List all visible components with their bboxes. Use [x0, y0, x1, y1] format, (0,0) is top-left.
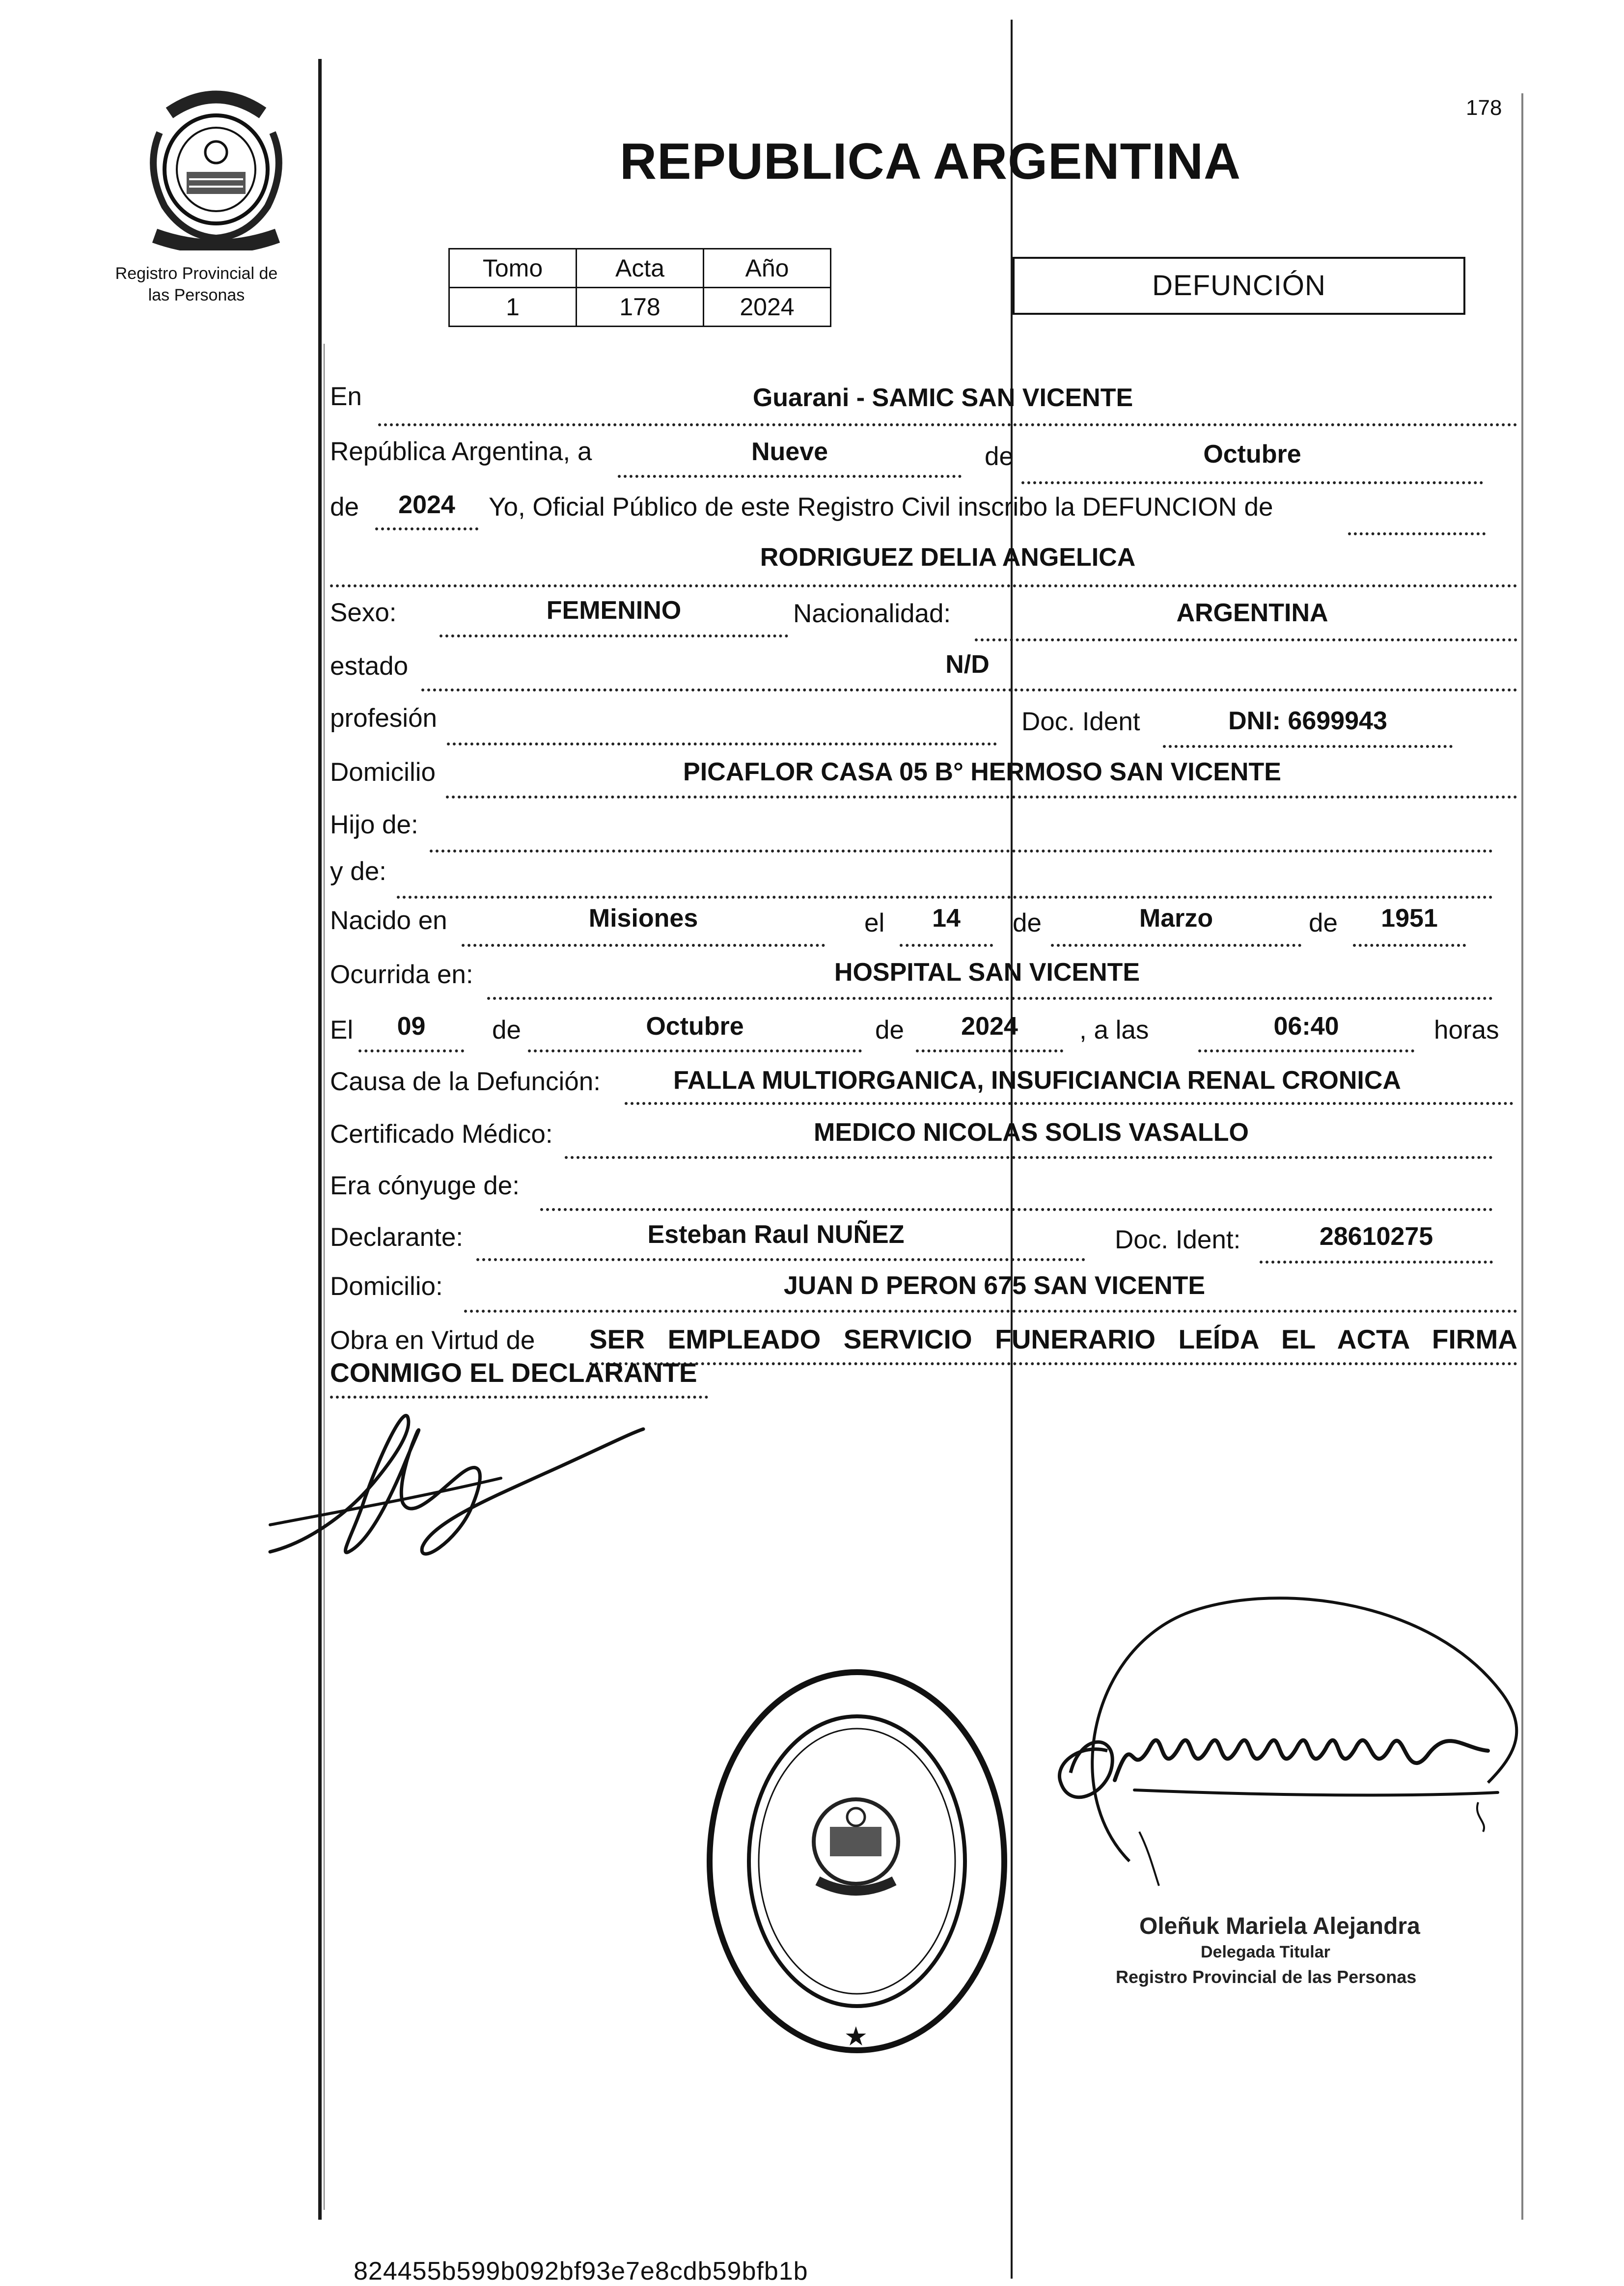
alas-label: , a las	[1079, 1016, 1149, 1045]
death-day: 09	[397, 1012, 426, 1041]
de-label-2: de	[1013, 909, 1042, 937]
en-value: Guarani - SAMIC SAN VICENTE	[752, 384, 1133, 412]
svg-text:★: ★	[844, 2021, 868, 2052]
causa-value: FALLA MULTIORGANICA, INSUFICIANCIA RENAL CRONICA	[673, 1066, 1401, 1095]
domicilio-value: PICAFLOR CASA 05 B° HERMOSO SAN VICENTE	[683, 758, 1281, 786]
document-hash: 824455b599b092bf93e7e8cdb59bfb1b	[354, 2257, 808, 2286]
death-year: 2024	[961, 1012, 1018, 1041]
official-office: Registro Provincial de las Personas	[1116, 1967, 1417, 1987]
conyuge-label: Era cónyuge de:	[330, 1171, 520, 1200]
causa-label: Causa de la Defunción:	[330, 1067, 601, 1096]
nacido-label: Nacido en	[330, 906, 447, 935]
estado-label: estado	[330, 652, 409, 681]
yo-text: Yo, Oficial Público de este Registro Civil inscribo la DEFUNCION de	[489, 493, 1273, 522]
ocurrida-label: Ocurrida en:	[330, 960, 473, 989]
de-label: de	[985, 442, 1014, 471]
ocurrida-value: HOSPITAL SAN VICENTE	[834, 958, 1140, 987]
declarante-label: Declarante:	[330, 1223, 464, 1252]
day-value: Nueve	[751, 438, 828, 466]
birth-day: 14	[932, 904, 961, 933]
registry-label: Registro Provincial de las Personas	[115, 264, 278, 304]
deceased-name: RODRIGUEZ DELIA ANGELICA	[760, 543, 1136, 572]
year-prefix-label: de	[330, 493, 359, 522]
declarant-signature	[255, 1405, 668, 1591]
declarante-value: Esteban Raul NUÑEZ	[647, 1220, 905, 1249]
de-label-3: de	[1309, 909, 1338, 937]
death-month: Octubre	[646, 1012, 744, 1041]
official-role: Delegada Titular	[1201, 1943, 1330, 1961]
nacionalidad-label: Nacionalidad:	[793, 599, 951, 628]
page-right-border	[1521, 93, 1523, 2220]
death-time: 06:40	[1273, 1012, 1339, 1041]
nacionalidad-value: ARGENTINA	[1176, 599, 1328, 627]
en-label: En	[330, 382, 362, 411]
obra-line-1: SER EMPLEADO SERVICIO FUNERARIO LEÍDA EL ACTA FIRMA	[589, 1324, 1517, 1354]
certificado-label: Certificado Médico:	[330, 1120, 553, 1149]
decl-domicilio-label: Domicilio:	[330, 1272, 443, 1301]
document-type-box: DEFUNCIÓN	[1013, 257, 1465, 315]
yde-label: y de:	[330, 857, 386, 886]
estado-value: N/D	[945, 650, 990, 679]
registry-stamp	[700, 1665, 1014, 2058]
hijo-field	[430, 819, 1493, 853]
birth-year: 1951	[1381, 904, 1438, 933]
profesion-label: profesión	[330, 704, 438, 733]
ano-value: 2024	[704, 288, 831, 327]
yde-field	[397, 865, 1493, 899]
provincia-misiones-logo	[125, 88, 307, 250]
acta-reference-table	[448, 248, 831, 327]
official-name: Oleñuk Mariela Alejandra	[1139, 1913, 1420, 1939]
obra-label: Obra en Virtud de	[330, 1326, 535, 1355]
doc-value: DNI: 6699943	[1228, 707, 1387, 735]
page-title: REPUBLICA ARGENTINA	[620, 133, 1241, 190]
official-signature	[1007, 1586, 1522, 1900]
horas-label: horas	[1434, 1016, 1499, 1045]
acta-value: 178	[577, 288, 704, 327]
acta-header: Acta	[577, 249, 704, 288]
month-value: Octubre	[1203, 440, 1301, 468]
sexo-label: Sexo:	[330, 598, 397, 627]
birth-month: Marzo	[1139, 904, 1213, 933]
hijo-label: Hijo de:	[330, 810, 418, 839]
nacido-value: Misiones	[588, 904, 698, 933]
ano-header: Año	[704, 249, 831, 288]
decl-domicilio-value: JUAN D PERON 675 SAN VICENTE	[783, 1271, 1206, 1300]
tomo-value: 1	[449, 288, 577, 327]
page-number: 178	[1466, 96, 1502, 120]
doc-label: Doc. Ident	[1021, 707, 1140, 736]
republica-label: República Argentina, a	[330, 437, 592, 466]
profesion-field	[447, 712, 997, 745]
domicilio-label: Domicilio	[330, 758, 436, 787]
de-label-4: de	[492, 1016, 521, 1045]
de-label-5: de	[875, 1016, 904, 1045]
page-left-border	[318, 59, 322, 2220]
sexo-value: FEMENINO	[546, 596, 682, 625]
yo-trailing-field	[1348, 502, 1486, 535]
year-value: 2024	[398, 491, 455, 519]
tomo-header: Tomo	[449, 249, 577, 288]
certificado-value: MEDICO NICOLAS SOLIS VASALLO	[814, 1118, 1249, 1147]
decl-doc-label: Doc. Ident:	[1115, 1225, 1241, 1254]
decl-doc-value: 28610275	[1319, 1222, 1433, 1251]
conyuge-field	[540, 1178, 1493, 1211]
el-label-2: El	[330, 1016, 354, 1045]
el-label: el	[864, 909, 885, 937]
page-left-border-thin	[324, 344, 325, 2210]
obra-line-2: CONMIGO EL DECLARANTE	[330, 1357, 697, 1388]
